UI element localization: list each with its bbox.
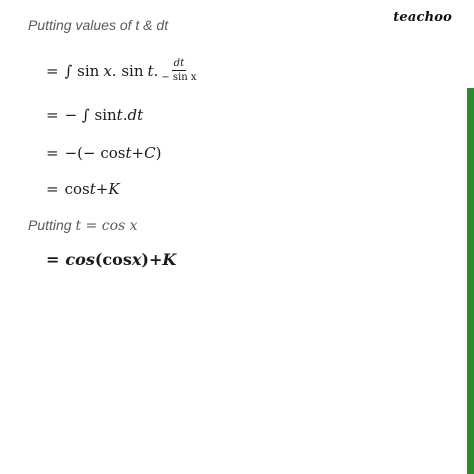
dot: .	[122, 106, 128, 124]
equation-step-2	[46, 106, 143, 124]
equation-step-1	[46, 58, 196, 83]
equals-sign: =	[46, 144, 59, 162]
plus: +	[95, 180, 109, 198]
equals-sign: =	[46, 61, 59, 80]
substitution-expr: t = cos x	[75, 218, 138, 234]
constant-k: K	[108, 180, 120, 198]
cos-outer: cos	[65, 250, 95, 269]
brand-logo: teachoo	[393, 10, 452, 25]
constant-c: C	[144, 144, 156, 162]
close-paren: )	[155, 144, 162, 162]
neg-integral-sin: − ∫ sin	[64, 106, 117, 124]
variable-t: t	[147, 61, 154, 80]
substitution-prefix: Putting	[28, 217, 76, 233]
cos-inner: (cos	[94, 250, 132, 269]
equals-sign: =	[46, 180, 59, 198]
fraction-denominator: − sin x	[161, 72, 197, 83]
dot-sin: . sin	[111, 61, 144, 80]
intro-text: Putting values of t & dt	[28, 17, 169, 33]
equals-sign: =	[46, 106, 59, 124]
cos: cos	[64, 180, 90, 198]
variable-x: x	[103, 61, 112, 80]
equation-step-3	[46, 144, 161, 162]
equation-step-4	[46, 180, 120, 198]
variable-t: t	[89, 180, 96, 198]
fraction-numerator: dt	[173, 58, 185, 69]
equals-sign: =	[46, 250, 60, 269]
accent-bar	[467, 88, 474, 474]
neg-cos: −(− cos	[64, 144, 126, 162]
integral-sin: ∫ sin	[64, 61, 100, 80]
variable-x: x	[131, 250, 142, 269]
plus: +	[131, 144, 145, 162]
fraction-dt-over-sinx	[161, 58, 196, 83]
variable-t: t	[125, 144, 132, 162]
close-paren: )	[141, 250, 149, 269]
variable-dt: dt	[127, 106, 144, 124]
variable-t: t	[116, 106, 123, 124]
dot: .	[153, 61, 159, 80]
final-answer	[46, 250, 176, 269]
constant-k: K	[162, 250, 177, 269]
substitution-text	[28, 217, 138, 234]
plus: +	[148, 250, 163, 269]
